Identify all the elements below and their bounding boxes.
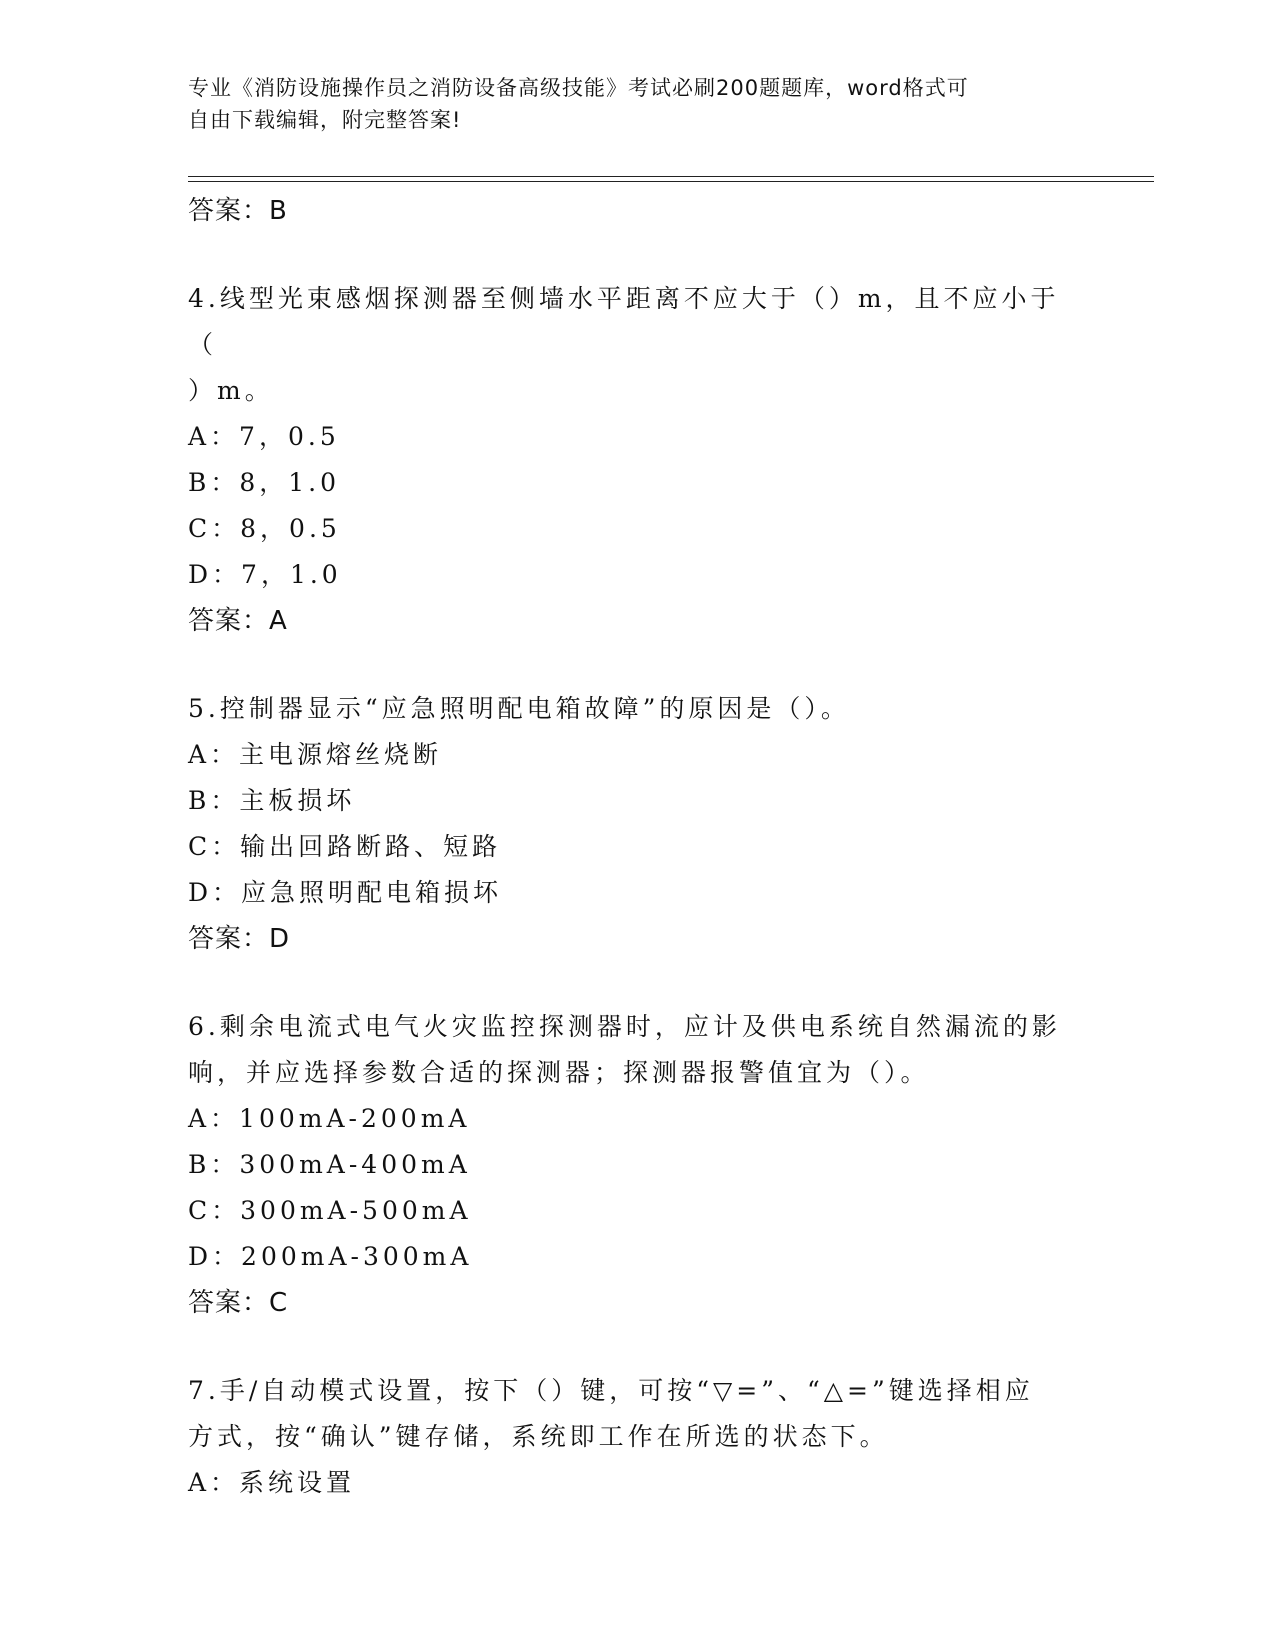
document-header xyxy=(188,72,1068,136)
question-5-text-line-1: 5.控制器显示“应急照明配电箱故障”的原因是（）。 xyxy=(188,694,850,723)
question-6-answer: 答案：C xyxy=(188,1288,289,1318)
question-5-option-a: A：主电源熔丝烧断 xyxy=(188,740,443,769)
question-7-text-line-1: 7.手/自动模式设置，按下（）键，可按“▽=”、“△=”键选择相应 xyxy=(188,1376,1034,1405)
question-6-text-line-2: 响，并应选择参数合适的探测器；探测器报警值宜为（）。 xyxy=(188,1058,930,1087)
question-4-option-c: C：8，0.5 xyxy=(188,514,341,543)
header-line-1: 专业《消防设施操作员之消防设备高级技能》考试必刷200题题库，word格式可 xyxy=(188,76,969,100)
question-5-option-b: B：主板损坏 xyxy=(188,786,356,815)
question-4-text-line-2: ）m。 xyxy=(188,376,274,405)
header-divider-bottom xyxy=(188,181,1154,182)
question-5-option-d: D：应急照明配电箱损坏 xyxy=(188,878,503,907)
question-4-option-b: B：8，1.0 xyxy=(188,468,341,497)
question-6-option-c: C：300mA-500mA xyxy=(188,1196,472,1225)
question-6-option-b: B：300mA-400mA xyxy=(188,1150,471,1179)
question-6-text-line-1: 6.剩余电流式电气火灾监控探测器时，应计及供电系统自然漏流的影 xyxy=(188,1012,1061,1041)
header-line-2: 自由下载编辑，附完整答案! xyxy=(188,108,462,132)
question-7-text-line-2: 方式，按“确认”键存储，系统即工作在所选的状态下。 xyxy=(188,1422,889,1451)
question-4-option-a: A：7，0.5 xyxy=(188,422,340,451)
question-5-option-c: C：输出回路断路、短路 xyxy=(188,832,502,861)
question-5-answer: 答案：D xyxy=(188,924,291,954)
question-4-option-d: D：7，1.0 xyxy=(188,560,342,589)
question-4 xyxy=(188,276,1088,644)
document-body xyxy=(188,188,1088,1506)
header-divider-top xyxy=(188,176,1154,177)
question-6-option-a: A：100mA-200mA xyxy=(188,1104,471,1133)
question-7-option-a: A：系统设置 xyxy=(188,1468,356,1497)
question-5 xyxy=(188,686,1088,962)
question-6-option-d: D：200mA-300mA xyxy=(188,1242,473,1271)
question-4-text-line-1: 4.线型光束感烟探测器至侧墙水平距离不应大于（）m，且不应小于（ xyxy=(188,284,1060,359)
question-6 xyxy=(188,1004,1088,1326)
question-4-answer: 答案：A xyxy=(188,606,288,636)
answer-q3: 答案：B xyxy=(188,196,288,226)
question-7 xyxy=(188,1368,1088,1506)
